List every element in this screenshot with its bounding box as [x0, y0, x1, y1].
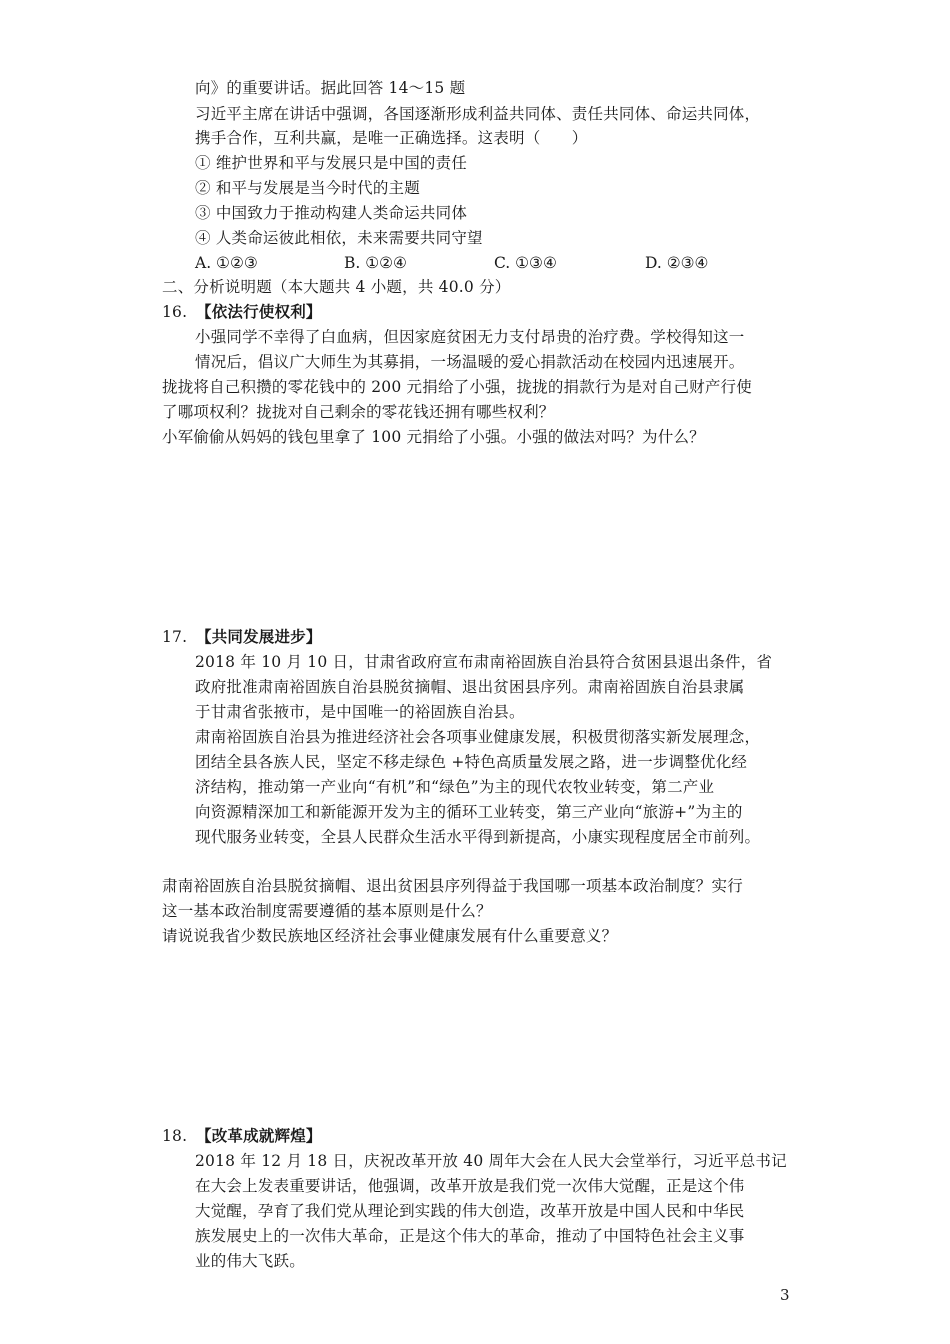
q17-material-6: 济结构，推动第一产业向“有机”和“绿色”为主的现代农牧业转变，第二产业	[195, 778, 715, 796]
q18-material-3: 大觉醒，孕育了我们党从理论到实践的伟大创造，改革开放是中国人民和中华民	[195, 1202, 745, 1220]
option-b: B. ①②④	[344, 254, 407, 272]
q16-line-3: 拢拢将自己积攒的零花钱中的 200 元捐给了小强，拢拢的捐款行为是对自己财产行使	[162, 378, 752, 396]
statement-4: ④ 人类命运彼此相依，未来需要共同守望	[195, 229, 483, 247]
q17-material-7: 向资源精深加工和新能源开发为主的循环工业转变，第三产业向“旅游+”为主的	[195, 803, 743, 821]
section-title: 二、分析说明题（本大题共 4 小题，共 40.0 分）	[162, 278, 511, 296]
q18-material-2: 在大会上发表重要讲话，他强调，改革开放是我们党一次伟大觉醒，正是这个伟	[195, 1177, 745, 1195]
q16-line-2: 情况后，倡议广大师生为其募捐，一场温暖的爱心捐款活动在校园内迅速展开。	[195, 353, 745, 371]
q17-material-3: 于甘肃省张掖市，是中国唯一的裕固族自治县。	[195, 703, 525, 721]
q17-question-2: 这一基本政治制度需要遵循的基本原则是什么？	[162, 902, 492, 920]
q18-number: 18.	[162, 1127, 188, 1145]
q16-line-5: 小军偷偷从妈妈的钱包里拿了 100 元捐给了小强。小强的做法对吗？为什么？	[162, 428, 705, 446]
q17-material-4: 肃南裕固族自治县为推进经济社会各项事业健康发展，积极贯彻落实新发展理念，	[195, 728, 761, 746]
q17-question-3: 请说说我省少数民族地区经济社会事业健康发展有什么重要意义？	[162, 927, 618, 945]
q17-material-1: 2018 年 10 月 10 日，甘肃省政府宣布肃南裕固族自治县符合贫困县退出条件，省	[195, 653, 773, 671]
q18-material-4: 族发展史上的一次伟大革命，正是这个伟大的革命，推动了中国特色社会主义事	[195, 1227, 745, 1245]
q17-question-1: 肃南裕固族自治县脱贫摘帽、退出贫困县序列得益于我国哪一项基本政治制度？实行	[162, 877, 743, 895]
statement-3: ③ 中国致力于推动构建人类命运共同体	[195, 204, 468, 222]
q16-number: 16.	[162, 303, 188, 321]
q17-number: 17.	[162, 628, 188, 646]
q18-heading: 【改革成就辉煌】	[196, 1126, 322, 1145]
q17-material-8: 现代服务业转变，全县人民群众生活水平得到新提高，小康实现程度居全市前列。	[195, 828, 761, 846]
question-stem-line-2: 携手合作，互利共赢，是唯一正确选择。这表明（ ）	[195, 129, 588, 147]
q16-line-1: 小强同学不幸得了白血病，但因家庭贫困无力支付昂贵的治疗费。学校得知这一	[195, 328, 745, 346]
option-c: C. ①③④	[494, 254, 557, 272]
q18-material-5: 业的伟大飞跃。	[195, 1252, 305, 1270]
q17-heading: 【共同发展进步】	[196, 627, 322, 646]
page-number: 3	[780, 1286, 790, 1304]
option-d: D. ②③④	[645, 254, 709, 272]
q18-material-1: 2018 年 12 月 18 日，庆祝改革开放 40 周年大会在人民大会堂举行，习近平总书记	[195, 1152, 787, 1170]
q17-material-2: 政府批准肃南裕固族自治县脱贫摘帽、退出贫困县序列。肃南裕固族自治县隶属	[195, 678, 745, 696]
question-stem-line-1: 习近平主席在讲话中强调，各国逐渐形成利益共同体、责任共同体、命运共同体，	[195, 105, 761, 123]
intro-line: 向》的重要讲话。据此回答 14～15 题	[195, 79, 466, 97]
q17-material-5: 团结全县各族人民，坚定不移走绿色 +特色高质量发展之路，进一步调整优化经	[195, 753, 748, 771]
q16-heading: 【依法行使权利】	[196, 302, 322, 321]
option-a: A. ①②③	[195, 254, 258, 272]
statement-1: ① 维护世界和平与发展只是中国的责任	[195, 154, 468, 172]
statement-2: ② 和平与发展是当今时代的主题	[195, 179, 420, 197]
q16-line-4: 了哪项权利？拢拢对自己剩余的零花钱还拥有哪些权利？	[162, 403, 555, 421]
